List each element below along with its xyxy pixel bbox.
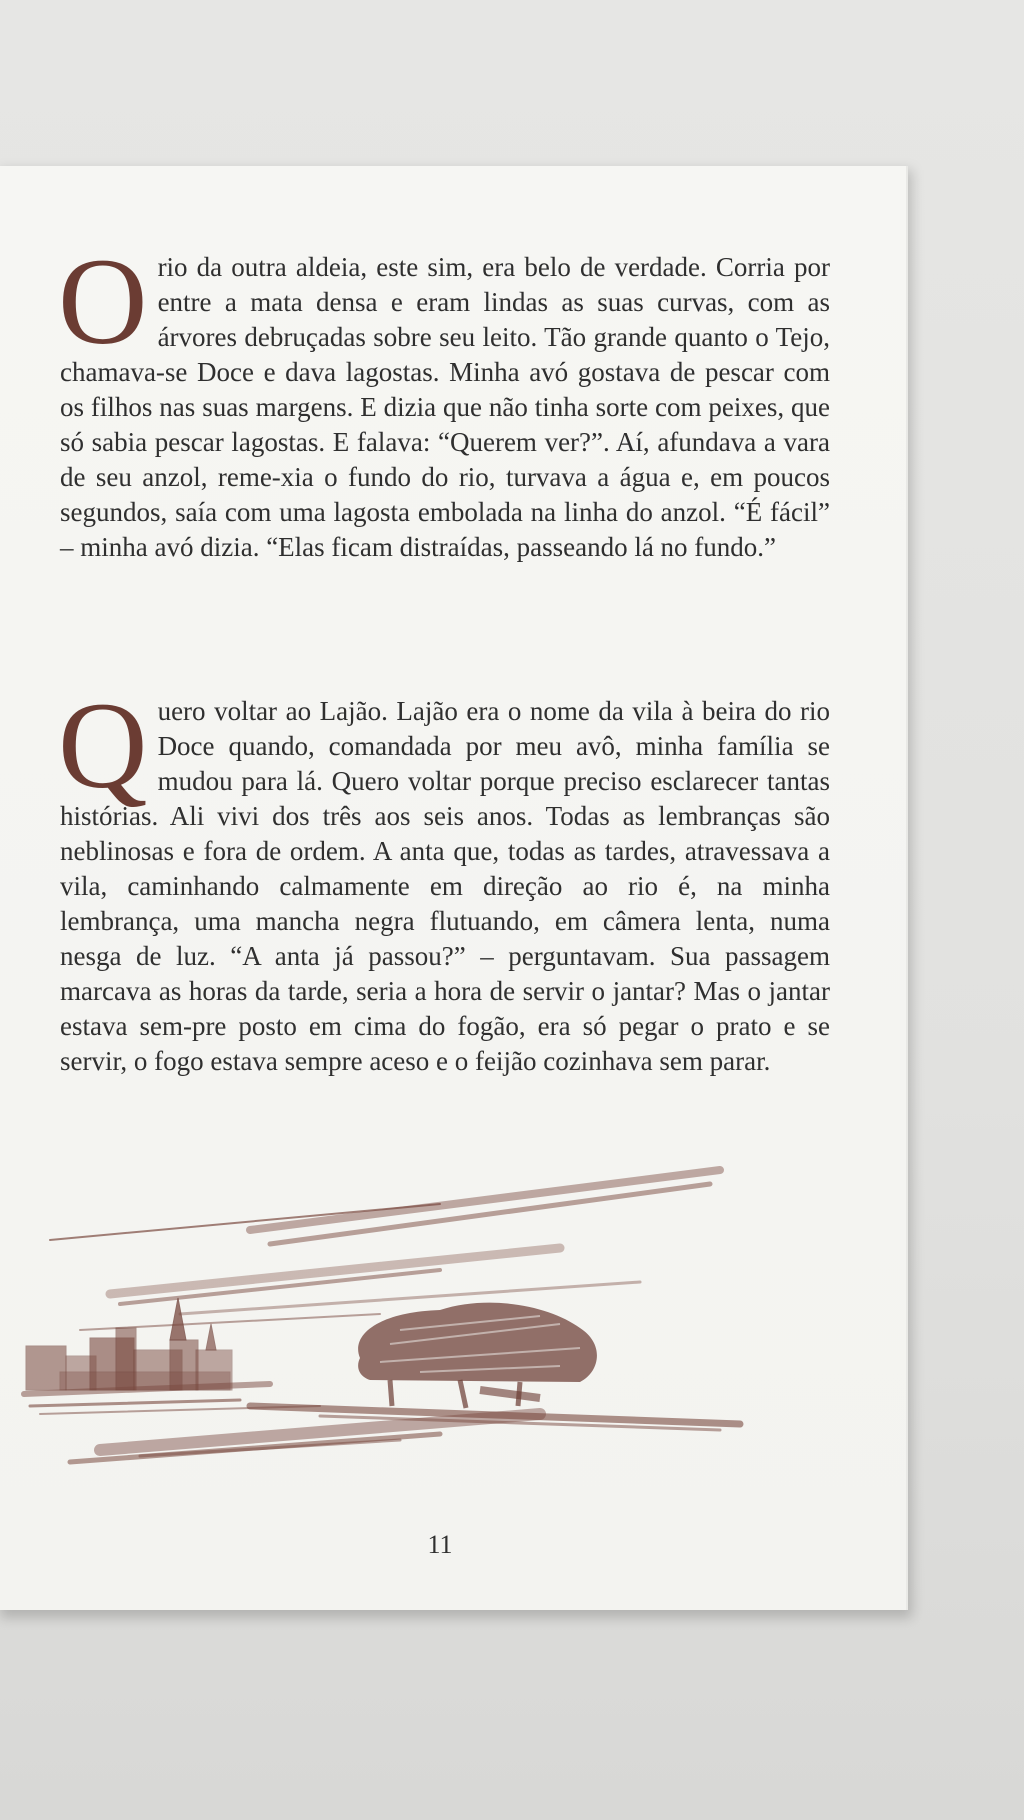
book-page [0, 166, 908, 1610]
paragraph-river [58, 233, 830, 565]
paragraph-lajao-text: uero voltar ao Lajão. Lajão era o nome da vila à beira do rio Doce quando, comandada por meu avô, minha família se mudou para lá. Quero voltar porque preciso esclarecer tantas histórias. Ali vivi dos três aos seis anos. Todas as lembranças são neblinosas e fora de ordem. A anta que, todas as tardes, atravessava a vila, caminhando calmamente em direção ao rio é, na minha lembrança, uma mancha negra flutuando, em câmera lenta, numa nesga de luz. “A anta já passou?” – perguntavam. Sua passagem marcava as horas da tarde, seria a hora de servir o jantar? Mas o jantar estava sem-pre posto em cima do fogão, era só pegar o prato e se servir, o fogo estava sempre aceso e o feijão cozinhava sem parar. [60, 696, 830, 1076]
drop-cap-o: O [58, 233, 148, 370]
sky-stroke [110, 1248, 560, 1294]
drop-cap-q: Q [58, 677, 148, 814]
paragraph-lajao [58, 677, 830, 1079]
village-river-sketch [20, 1144, 850, 1484]
sky-stroke [180, 1282, 640, 1314]
large-tree [358, 1303, 597, 1408]
page-number: 11 [427, 1530, 453, 1559]
village-ground [30, 1400, 240, 1406]
paragraph-river-text: rio da outra aldeia, este sim, era belo de verdade. Corria por entre a mata densa e eram lindas as suas curvas, com as árvores debruçadas sobre seu leito. Tão grande quanto o Tejo, chamava-se Doce e dava lagostas. Minha avó gostava de pescar com os filhos nas suas margens. E dizia que não tinha sorte com peixes, que só sabia pescar lagostas. E falava: “Querem ver?”. Aí, afundava a vara de seu anzol, reme-xia o fundo do rio, turvava a água e, em poucos segundos, saía com uma lagosta embolada na linha do anzol. “É fácil” – minha avó dizia. “Elas ficam distraídas, passeando lá no fundo.” [60, 252, 830, 562]
sky-stroke [250, 1170, 720, 1230]
